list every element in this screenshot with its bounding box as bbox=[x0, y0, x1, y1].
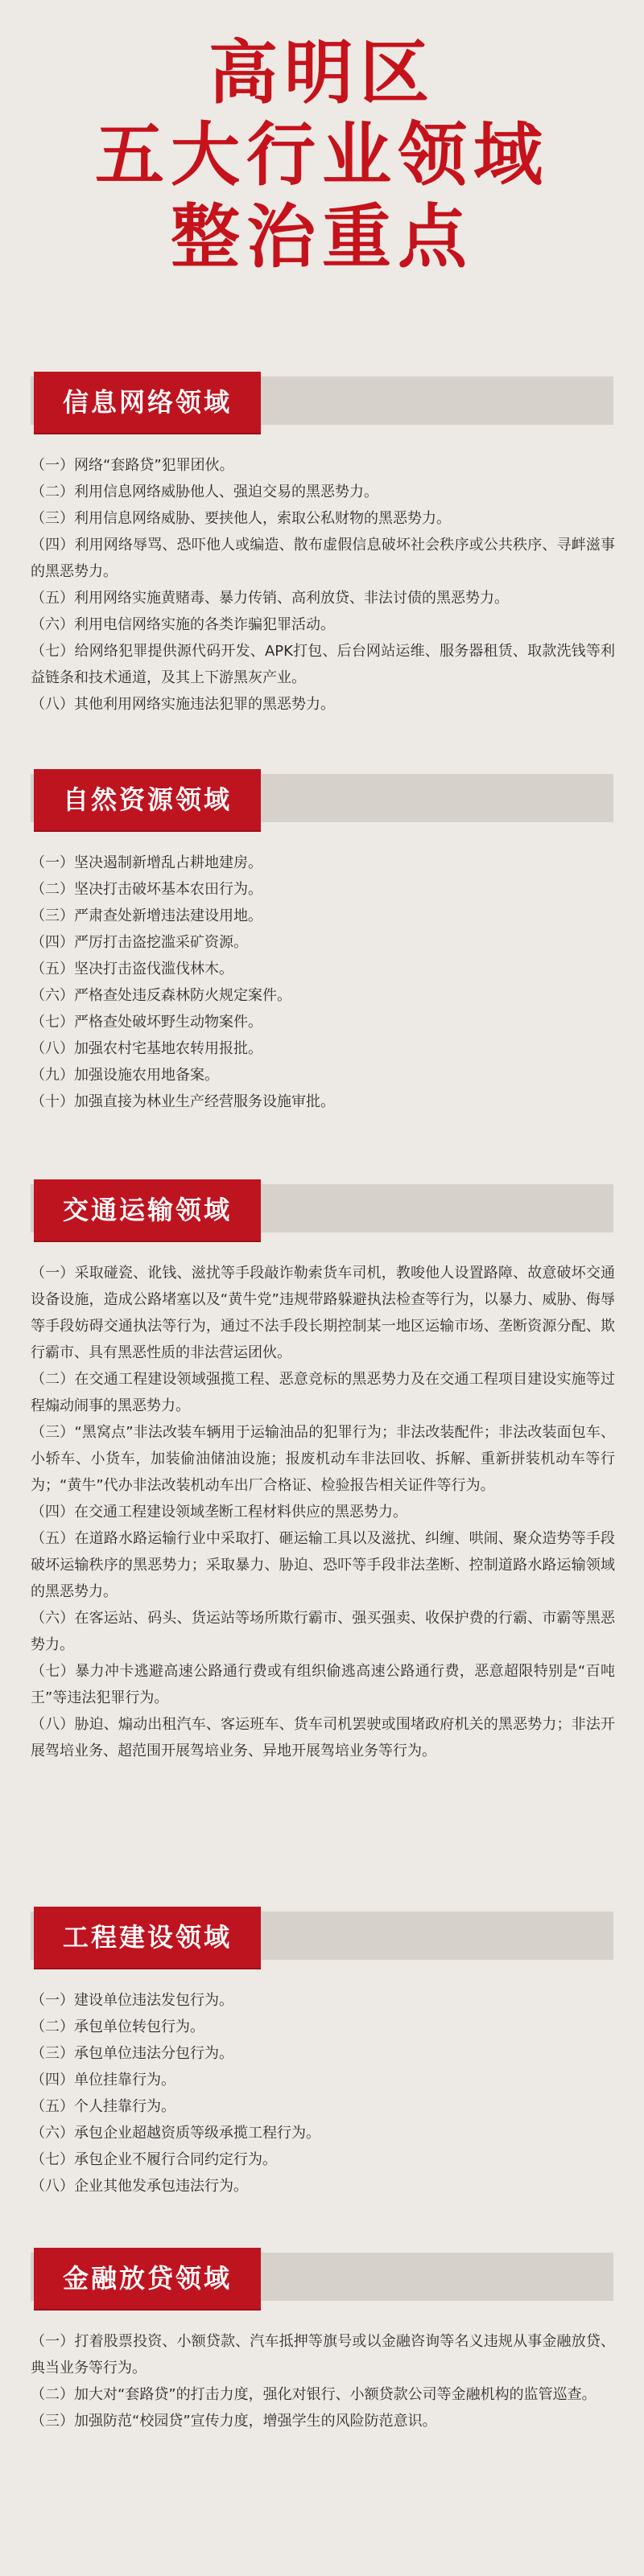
poster-title bbox=[0, 32, 644, 278]
list-item: （四）严厉打击盗挖滥采矿资源。 bbox=[31, 934, 248, 951]
item-list bbox=[31, 1260, 615, 1764]
list-item: （六）利用电信网络实施的各类诈骗犯罪活动。 bbox=[31, 616, 335, 633]
list-item: （八）加强农村宅基地农转用报批。 bbox=[31, 1040, 262, 1057]
section-natural-resources bbox=[31, 769, 615, 1115]
title-line-3: 整治重点 bbox=[171, 196, 473, 278]
section-header bbox=[31, 372, 615, 442]
item-list bbox=[31, 1987, 615, 2199]
list-item: （七）严格查处破坏野生动物案件。 bbox=[31, 1014, 262, 1031]
list-item: （三）利用信息网络威胁、要挟他人，索取公私财物的黑恶势力。 bbox=[31, 510, 451, 527]
list-item: （一）打着股票投资、小额贷款、汽车抵押等旗号或以金融咨询等名义违规从事金融放贷、典当业务等行为。 bbox=[31, 2333, 615, 2376]
list-item: （七）承包企业不履行合同约定行为。 bbox=[31, 2151, 277, 2168]
section-header bbox=[31, 1179, 615, 1250]
list-item: （五）个人挂靠行为。 bbox=[31, 2098, 175, 2115]
list-item: （二）承包单位转包行为。 bbox=[31, 2018, 204, 2035]
list-item: （四）在交通工程建设领域垄断工程材料供应的黑恶势力。 bbox=[31, 1504, 407, 1520]
section-transportation bbox=[31, 1179, 615, 1764]
list-item: （五）在道路水路运输行业中采取打、砸运输工具以及滋扰、纠缠、哄闹、聚众造势等手段破坏运输秩序的黑恶势力；采取暴力、胁迫、恐吓等手段非法垄断、控制道路水路运输领域的黑恶势力。 bbox=[31, 1530, 615, 1600]
list-item: （二）利用信息网络威胁他人、强迫交易的黑恶势力。 bbox=[31, 484, 378, 500]
section-label: 信息网络领域 bbox=[34, 372, 261, 433]
section-engineering-construction bbox=[31, 1907, 615, 2199]
list-item: （四）利用网络辱骂、恐吓他人或编造、散布虚假信息破坏社会秩序或公共秩序、寻衅滋事的黑恶势力。 bbox=[31, 537, 615, 580]
list-item: （五）利用网络实施黄赌毒、暴力传销、高利放贷、非法讨债的黑恶势力。 bbox=[31, 590, 509, 607]
list-item: （六）严格查处违反森林防火规定案件。 bbox=[31, 987, 291, 1004]
item-list bbox=[31, 452, 615, 718]
section-label: 金融放贷领域 bbox=[34, 2248, 261, 2309]
section-header bbox=[31, 769, 615, 840]
list-item: （六）在客运站、码头、货运站等场所欺行霸市、强买强卖、收保护费的行霸、市霸等黑恶势力。 bbox=[31, 1610, 615, 1653]
list-item: （十）加强直接为林业生产经营服务设施审批。 bbox=[31, 1093, 335, 1110]
section-financial-lending bbox=[31, 2248, 615, 2434]
list-item: （八）企业其他发承包违法行为。 bbox=[31, 2178, 248, 2195]
list-item: （八）胁迫、煽动出租汽车、客运班车、货车司机罢驶或围堵政府机关的黑恶势力；非法开展驾培业务、超范围开展驾培业务、异地开展驾培业务等行为。 bbox=[31, 1716, 615, 1759]
item-list bbox=[31, 2328, 615, 2434]
section-label: 交通运输领域 bbox=[34, 1179, 261, 1241]
item-list bbox=[31, 850, 615, 1115]
list-item: （六）承包企业超越资质等级承揽工程行为。 bbox=[31, 2125, 320, 2142]
list-item: （三）严肃查处新增违法建设用地。 bbox=[31, 907, 262, 924]
list-item: （二）加大对“套路贷”的打击力度，强化对银行、小额贷款公司等金融机构的监管巡查。 bbox=[31, 2386, 597, 2403]
section-information-network bbox=[31, 372, 615, 718]
section-label: 自然资源领域 bbox=[34, 769, 261, 830]
title-line-2: 五大行业领域 bbox=[95, 114, 549, 195]
list-item: （二）在交通工程建设领域强揽工程、恶意竞标的黑恶势力及在交通工程项目建设实施等过程煽动闹事的黑恶势力。 bbox=[31, 1371, 615, 1414]
section-header bbox=[31, 1907, 615, 1977]
title-line-1: 高明区 bbox=[208, 32, 436, 113]
list-item: （三）承包单位违法分包行为。 bbox=[31, 2045, 233, 2062]
list-item: （三）“黑窝点”非法改装车辆用于运输油品的犯罪行为；非法改装配件；非法改装面包车、小轿车、小货车，加装偷油储油设施；报废机动车非法回收、拆解、重新拼装机动车等行为；“黄牛”代办非法改装机动车出厂合格证、检验报告相关证件等行为。 bbox=[31, 1424, 615, 1494]
list-item: （一）采取碰瓷、讹钱、滋扰等手段敲诈勒索货车司机，教唆他人设置路障、故意破坏交通设备设施，造成公路堵塞以及“黄牛党”违规带路躲避执法检查等行为，以暴力、威胁、侮辱等手段妨碍交通执法等行为，通过不法手段长期控制某一地区运输市场、垄断资源分配、欺行霸市、具有黑恶性质的非法营运团伙。 bbox=[31, 1265, 615, 1361]
list-item: （二）坚决打击破坏基本农田行为。 bbox=[31, 881, 262, 898]
section-label: 工程建设领域 bbox=[34, 1907, 261, 1968]
section-header bbox=[31, 2248, 615, 2319]
list-item: （三）加强防范“校园贷”宣传力度，增强学生的风险防范意识。 bbox=[31, 2413, 437, 2430]
list-item: （七）给网络犯罪提供源代码开发、APK打包、后台网站运维、服务器租赁、取款洗钱等利益链条和技术通道，及其上下游黑灰产业。 bbox=[31, 643, 615, 686]
list-item: （八）其他利用网络实施违法犯罪的黑恶势力。 bbox=[31, 696, 335, 713]
list-item: （九）加强设施农用地备案。 bbox=[31, 1067, 219, 1084]
list-item: （一）网络“套路贷”犯罪团伙。 bbox=[31, 457, 234, 474]
list-item: （一）建设单位违法发包行为。 bbox=[31, 1992, 233, 2009]
list-item: （四）单位挂靠行为。 bbox=[31, 2072, 175, 2088]
list-item: （五）坚决打击盗伐滥伐林木。 bbox=[31, 961, 233, 977]
list-item: （一）坚决遏制新增乱占耕地建房。 bbox=[31, 854, 262, 871]
list-item: （七）暴力冲卡逃避高速公路通行费或有组织偷逃高速公路通行费，恶意超限特别是“百吨王”等违法犯罪行为。 bbox=[31, 1663, 615, 1706]
